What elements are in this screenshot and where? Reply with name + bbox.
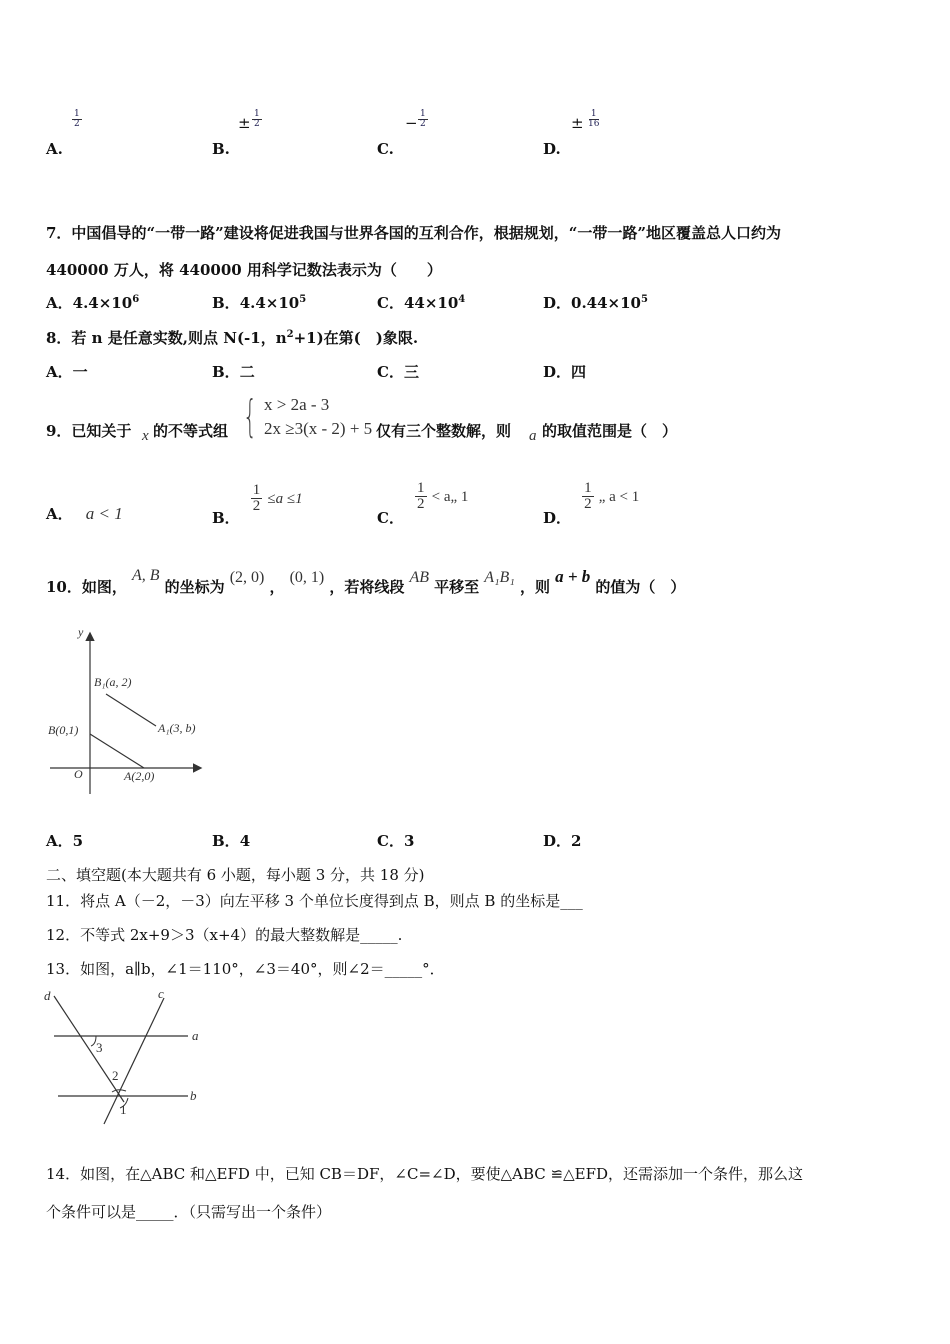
q10-y-label: y bbox=[78, 625, 84, 639]
q7-option-c: C．$44\times 10^4$ bbox=[377, 294, 466, 312]
q9-ineq2: 2x ≥3(x - 2) + 5 bbox=[264, 419, 373, 438]
q9-option-a: A． a < 1 bbox=[46, 504, 123, 523]
q13-label-c: c bbox=[158, 986, 164, 1001]
q8-question: 8．若 n 是任意实数,则点 N(-1，$n^2+1$)在第( )象限. bbox=[46, 329, 419, 347]
q9-var-a: a bbox=[529, 428, 537, 444]
q13-label-1: 1 bbox=[120, 1102, 127, 1117]
q8-option-b: B．二 bbox=[212, 363, 255, 381]
q10-option-c: C．3 bbox=[377, 832, 415, 850]
q6-option-c-label: C. bbox=[377, 140, 394, 158]
q14-line2: 个条件可以是_____．（只需写出一个条件） bbox=[46, 1203, 332, 1221]
q9-prefix: 9．已知关于 bbox=[46, 422, 132, 440]
q9-suffix: 的取值范围是（ ） bbox=[542, 422, 678, 440]
q10-b-label: B(0,1) bbox=[48, 723, 79, 737]
q10-option-d: D．2 bbox=[543, 832, 582, 850]
q8-option-c: C．三 bbox=[377, 363, 419, 381]
q6-option-a-fraction: $\frac{1}{2}$ bbox=[74, 109, 80, 129]
q7-option-b: B．$4.4\times 10^5$ bbox=[212, 294, 307, 312]
q9-option-c: C． $\frac{1}{2}$ < a„ 1 bbox=[377, 480, 469, 527]
q10-a-label: A(2,0) bbox=[124, 769, 155, 783]
q9-option-b: B． $\frac{1}{2}$ ≤a ≤1 bbox=[212, 482, 303, 527]
q10-option-b: B．4 bbox=[212, 832, 251, 850]
q7-line2: 440000 万人，将 440000 用科学记数法表示为（ ） bbox=[46, 261, 442, 279]
q6-option-d-label: D. bbox=[543, 140, 561, 158]
q12-question: 12．不等式 2x+9＞3（x+4）的最大整数解是_____. bbox=[46, 926, 403, 944]
q13-label-d: d bbox=[44, 988, 51, 1003]
q6-option-b-sign: ± bbox=[238, 114, 251, 132]
q11-question: 11．将点 A（－2，－3）向左平移 3 个单位长度得到点 B，则点 B 的坐标是___ bbox=[46, 892, 583, 910]
q10-segment-a1b1 bbox=[106, 694, 156, 726]
q13-label-2: 2 bbox=[112, 1068, 119, 1083]
q13-line-d bbox=[54, 996, 124, 1102]
q6-option-c-sign: − bbox=[405, 114, 418, 132]
q9-inequality-system bbox=[236, 393, 372, 441]
q9-brace: { bbox=[243, 391, 257, 442]
q6-option-d-sign: ± bbox=[571, 114, 584, 132]
q13-label-a: a bbox=[192, 1028, 199, 1043]
q10-segment-ab bbox=[90, 734, 144, 768]
q13-parallel-lines-figure bbox=[40, 984, 220, 1130]
q10-b1-label: B₁(a, 2) bbox=[94, 675, 132, 689]
q13-line-c bbox=[104, 998, 164, 1124]
q6-option-b-label: B. bbox=[212, 140, 230, 158]
q10-origin-label: O bbox=[74, 767, 83, 781]
q7-option-a: A．$4.4\times 10^6$ bbox=[46, 294, 140, 312]
q10-option-a: A．5 bbox=[46, 832, 84, 850]
q13-label-3: 3 bbox=[96, 1040, 103, 1055]
q6-option-c-fraction: $\frac{1}{2}$ bbox=[420, 109, 426, 129]
q10-question: 10．如图， A, B 的坐标为 (2, 0) ， (0, 1) ，若将线段 AB 平移至 A₁B₁ ，则 a + b 的值为（ ） bbox=[46, 567, 686, 596]
q7-line1: 7．中国倡导的“一带一路”建设将促进我国与世界各国的互利合作，根据规划，“一带一路”地区覆盖总人口约为 bbox=[46, 224, 781, 242]
q8-option-a: A．一 bbox=[46, 363, 88, 381]
q13-question: 13．如图，a∥b，∠1＝110°，∠3＝40°，则∠2＝_____°． bbox=[46, 960, 445, 978]
q10-coordinate-figure bbox=[44, 622, 224, 802]
q6-option-d-fraction: $\frac{1}{16}$ bbox=[588, 109, 600, 129]
q9-ineq1: x > 2a - 3 bbox=[264, 395, 330, 414]
q6-option-b-fraction: $\frac{1}{2}$ bbox=[254, 109, 260, 129]
section2-heading: 二、填空题(本大题共有 6 小题，每小题 3 分，共 18 分) bbox=[46, 866, 425, 884]
q6-option-a-label: A. bbox=[46, 140, 63, 158]
q10-a1-label: A₁(3, b) bbox=[158, 721, 196, 735]
q9-option-d: D． $\frac{1}{2}$ „ a < 1 bbox=[543, 480, 640, 527]
q13-label-b: b bbox=[190, 1088, 197, 1103]
q8-option-d: D．四 bbox=[543, 363, 587, 381]
q14-line1: 14．如图，在△ABC 和△EFD 中，已知 CB＝DF，∠C=∠D，要使△ABC ≌△EFD，还需添加一个条件，那么这 bbox=[46, 1165, 804, 1183]
q9-var-x: x bbox=[142, 428, 149, 444]
q7-option-d: D．$0.44\times 10^5$ bbox=[543, 294, 648, 312]
q9-after: 仅有三个整数解，则 bbox=[376, 422, 512, 440]
q9-mid: 的不等式组 bbox=[153, 422, 229, 440]
